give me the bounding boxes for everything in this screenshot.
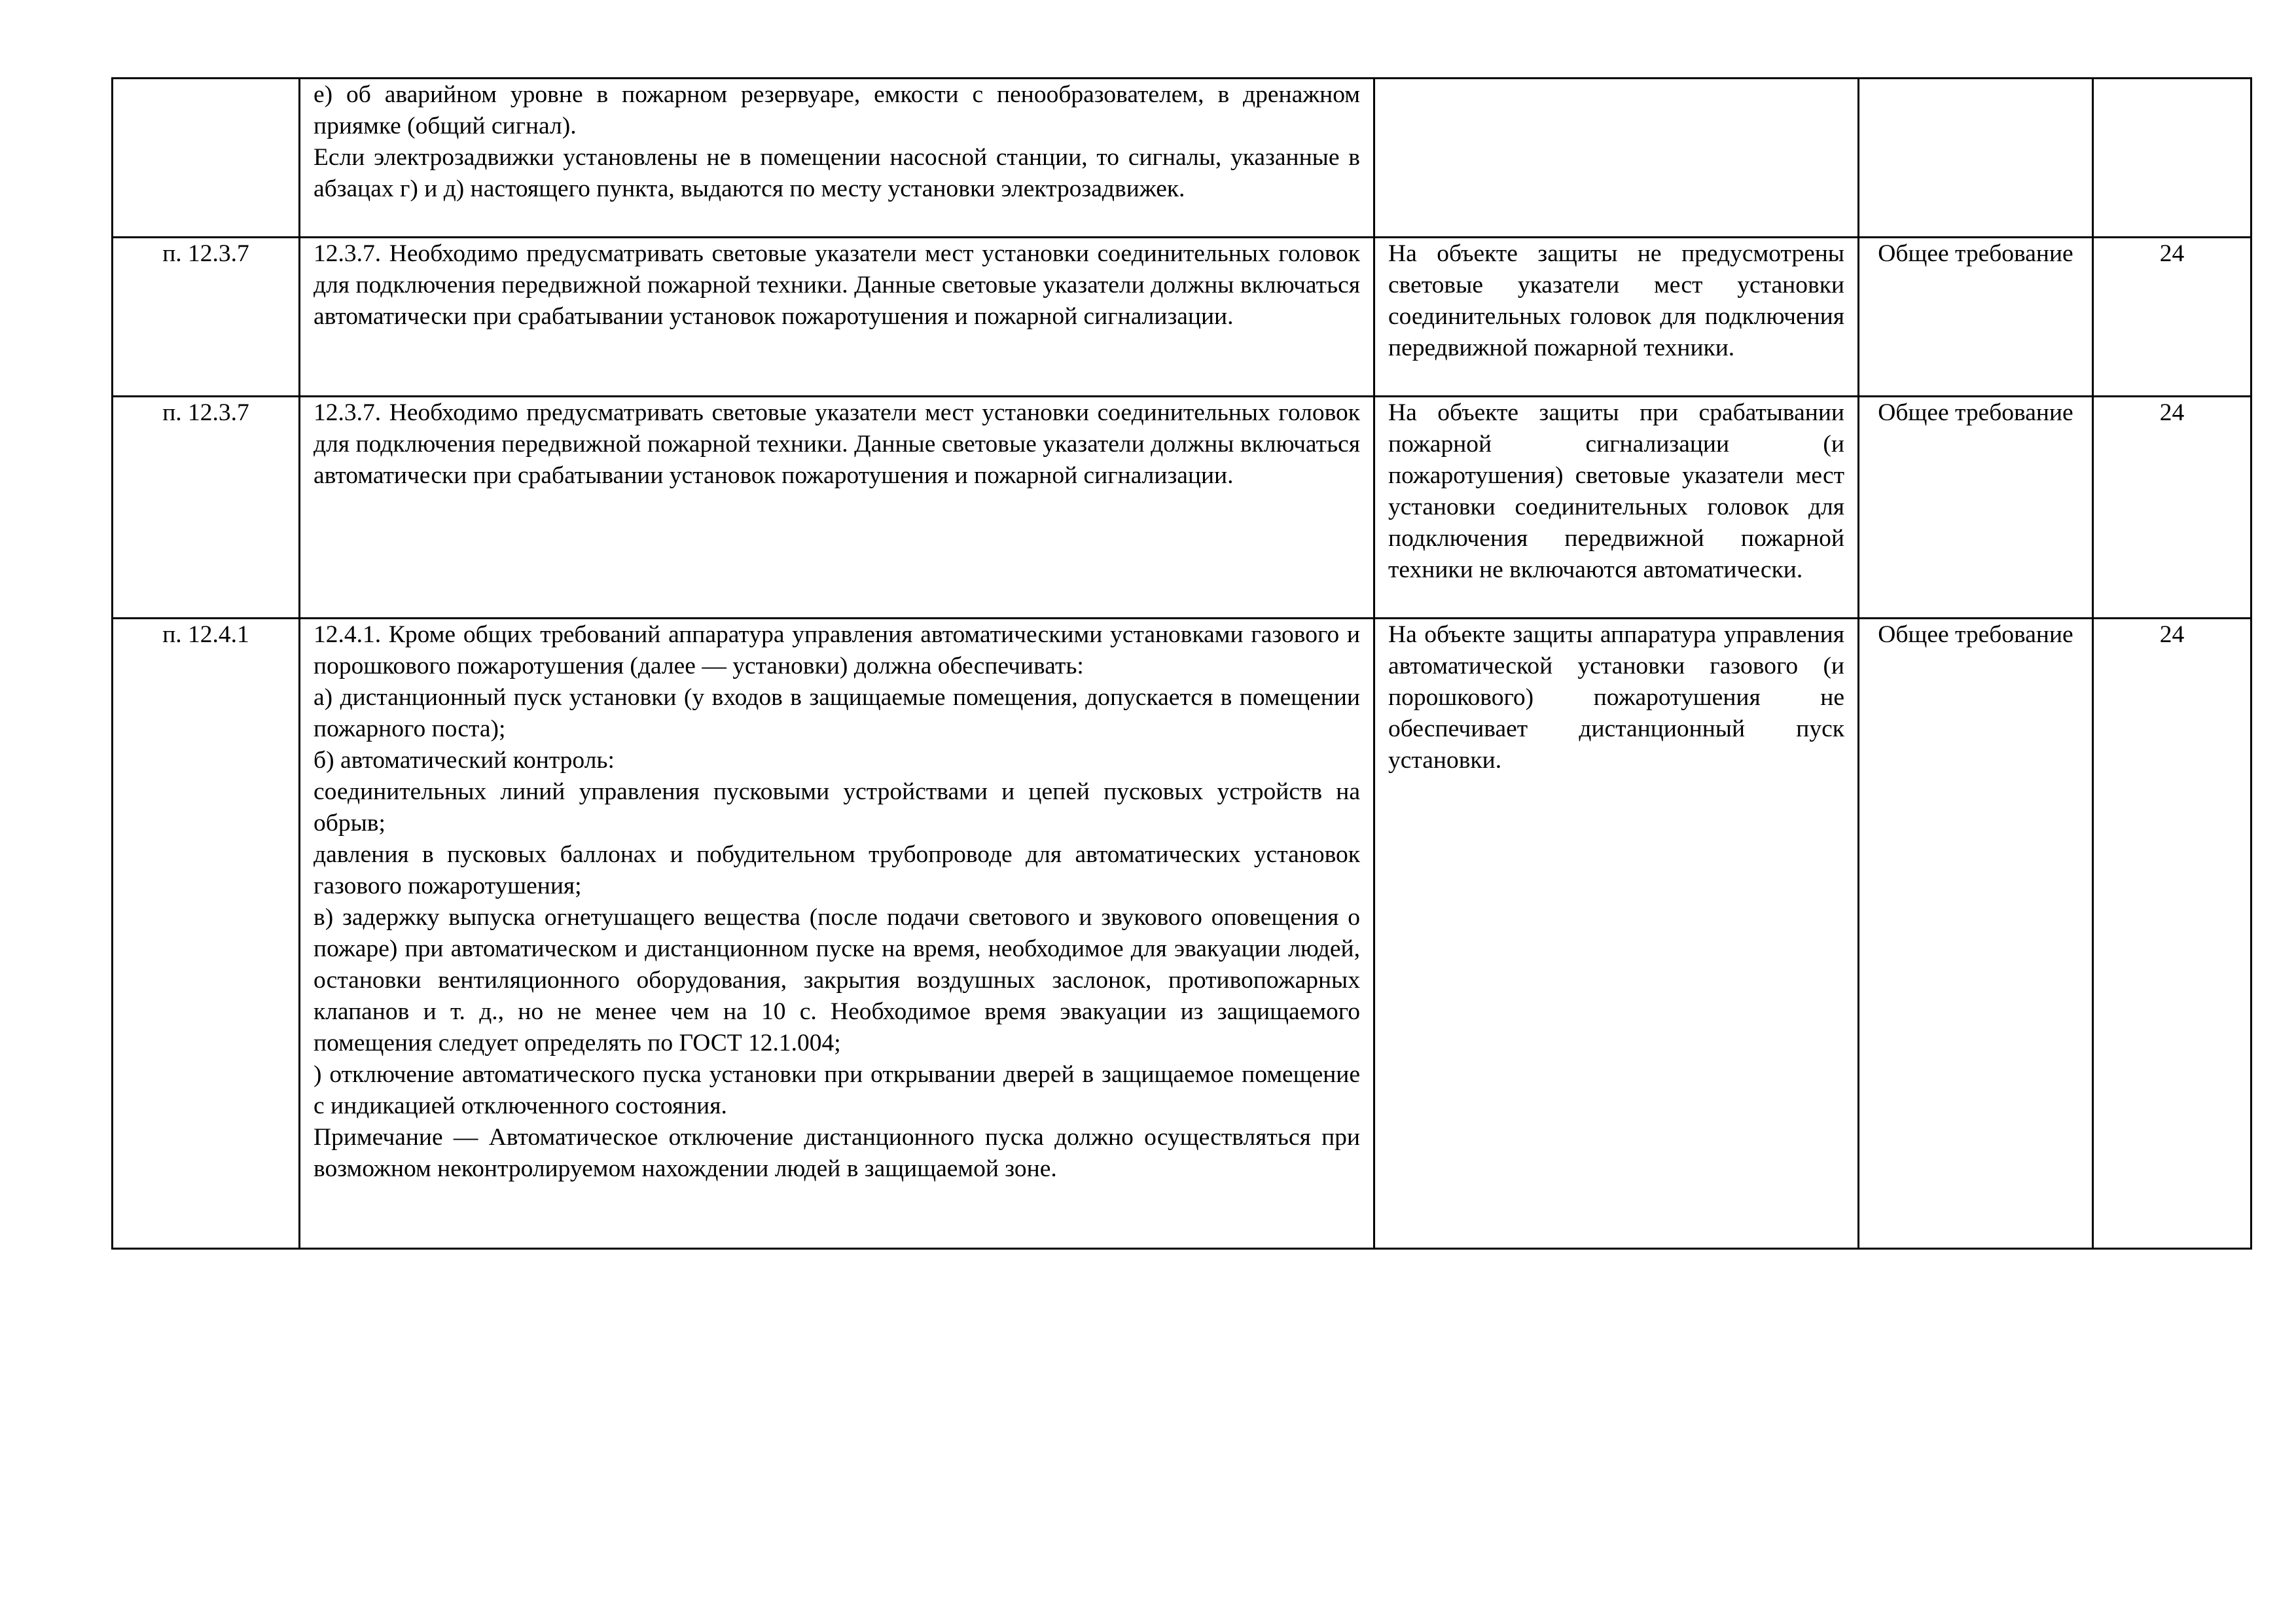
requirement-paragraph: 12.3.7. Необходимо предусматривать световые указатели мест установки соединительных головок для подключения передвижной пожарной техники. Данные световые указатели должны включаться автоматически при срабатывании установок пожаротушения и пожарной сигнализации. [314, 240, 1360, 330]
clause-cell [113, 79, 300, 238]
number-cell: 24 [2093, 397, 2251, 619]
number-cell [2093, 79, 2251, 238]
table-row [113, 619, 2251, 1249]
requirement-cell [300, 397, 1374, 619]
requirement-paragraph: а) дистанционный пуск установки (у входов в защищаемые помещения, допускается в помещении пожарного поста); [314, 684, 1360, 742]
violation-text: На объекте защиты при срабатывании пожарной сигнализации (и пожаротушения) световые указатели мест установки соединительных головок для подключения передвижной пожарной техники не включаются автоматически. [1388, 399, 1844, 583]
requirement-cell [300, 619, 1374, 1249]
clause-cell: п. 12.3.7 [113, 397, 300, 619]
category-cell [1859, 79, 2093, 238]
category-cell: Общее требование [1859, 397, 2093, 619]
violation-text: На объекте защиты аппаратура управления автоматической установки газового (и порошкового) пожаротушения не обеспечивает дистанционный пуск установки. [1388, 621, 1844, 774]
requirement-paragraph: ) отключение автоматического пуска установки при открывании дверей в защищаемое помещение с индикацией отключенного состояния. [314, 1061, 1360, 1119]
requirement-paragraph: в) задержку выпуска огнетушащего вещества (после подачи светового и звукового оповещения о пожаре) при автоматическом и дистанционном пуске на время, необходимое для эвакуации людей, остановки вентиляционного оборудования, закрытия воздушных заслонок, противопожарных клапанов и т. д., но не менее чем на 10 с. Необходимое время эвакуации из защищаемого помещения следует определять по ГОСТ 12.1.004; [314, 904, 1360, 1056]
table-row [113, 238, 2251, 397]
requirement-note: Примечание — Автоматическое отключение дистанционного пуска должно осуществляться при возможном неконтролируемом нахождении людей в защищаемой зоне. [314, 1124, 1360, 1182]
clause-cell: п. 12.4.1 [113, 619, 300, 1249]
violation-text: На объекте защиты не предусмотрены световые указатели мест установки соединительных головок для подключения передвижной пожарной техники. [1388, 240, 1844, 361]
violation-cell [1374, 238, 1859, 397]
requirement-paragraph: соединительных линий управления пусковыми устройствами и цепей пусковых устройств на обрыв; [314, 778, 1360, 837]
requirement-cell [300, 238, 1374, 397]
table-row [113, 397, 2251, 619]
requirement-paragraph: давления в пусковых баллонах и побудительном трубопроводе для автоматических установок газового пожаротушения; [314, 841, 1360, 899]
requirement-paragraph: Если электрозадвижки установлены не в помещении насосной станции, то сигналы, указанные в абзацах г) и д) настоящего пункта, выдаются по месту установки электрозадвижек. [314, 144, 1360, 202]
violation-cell [1374, 397, 1859, 619]
violation-cell [1374, 619, 1859, 1249]
requirement-cell [300, 79, 1374, 238]
clause-cell: п. 12.3.7 [113, 238, 300, 397]
requirement-paragraph: б) автоматический контроль: [314, 747, 615, 774]
category-cell: Общее требование [1859, 238, 2093, 397]
category-cell: Общее требование [1859, 619, 2093, 1249]
table-row [113, 79, 2251, 238]
number-cell: 24 [2093, 619, 2251, 1249]
requirements-table [111, 77, 2252, 1250]
requirement-paragraph: е) об аварийном уровне в пожарном резервуаре, емкости с пенообразователем, в дренажном приямке (общий сигнал). [314, 81, 1360, 139]
requirement-paragraph: 12.4.1. Кроме общих требований аппаратура управления автоматическими установками газового и порошкового пожаротушения (далее — установки) должна обеспечивать: [314, 621, 1360, 679]
number-cell: 24 [2093, 238, 2251, 397]
violation-cell [1374, 79, 1859, 238]
requirement-paragraph: 12.3.7. Необходимо предусматривать световые указатели мест установки соединительных головок для подключения передвижной пожарной техники. Данные световые указатели должны включаться автоматически при срабатывании установок пожаротушения и пожарной сигнализации. [314, 399, 1360, 489]
